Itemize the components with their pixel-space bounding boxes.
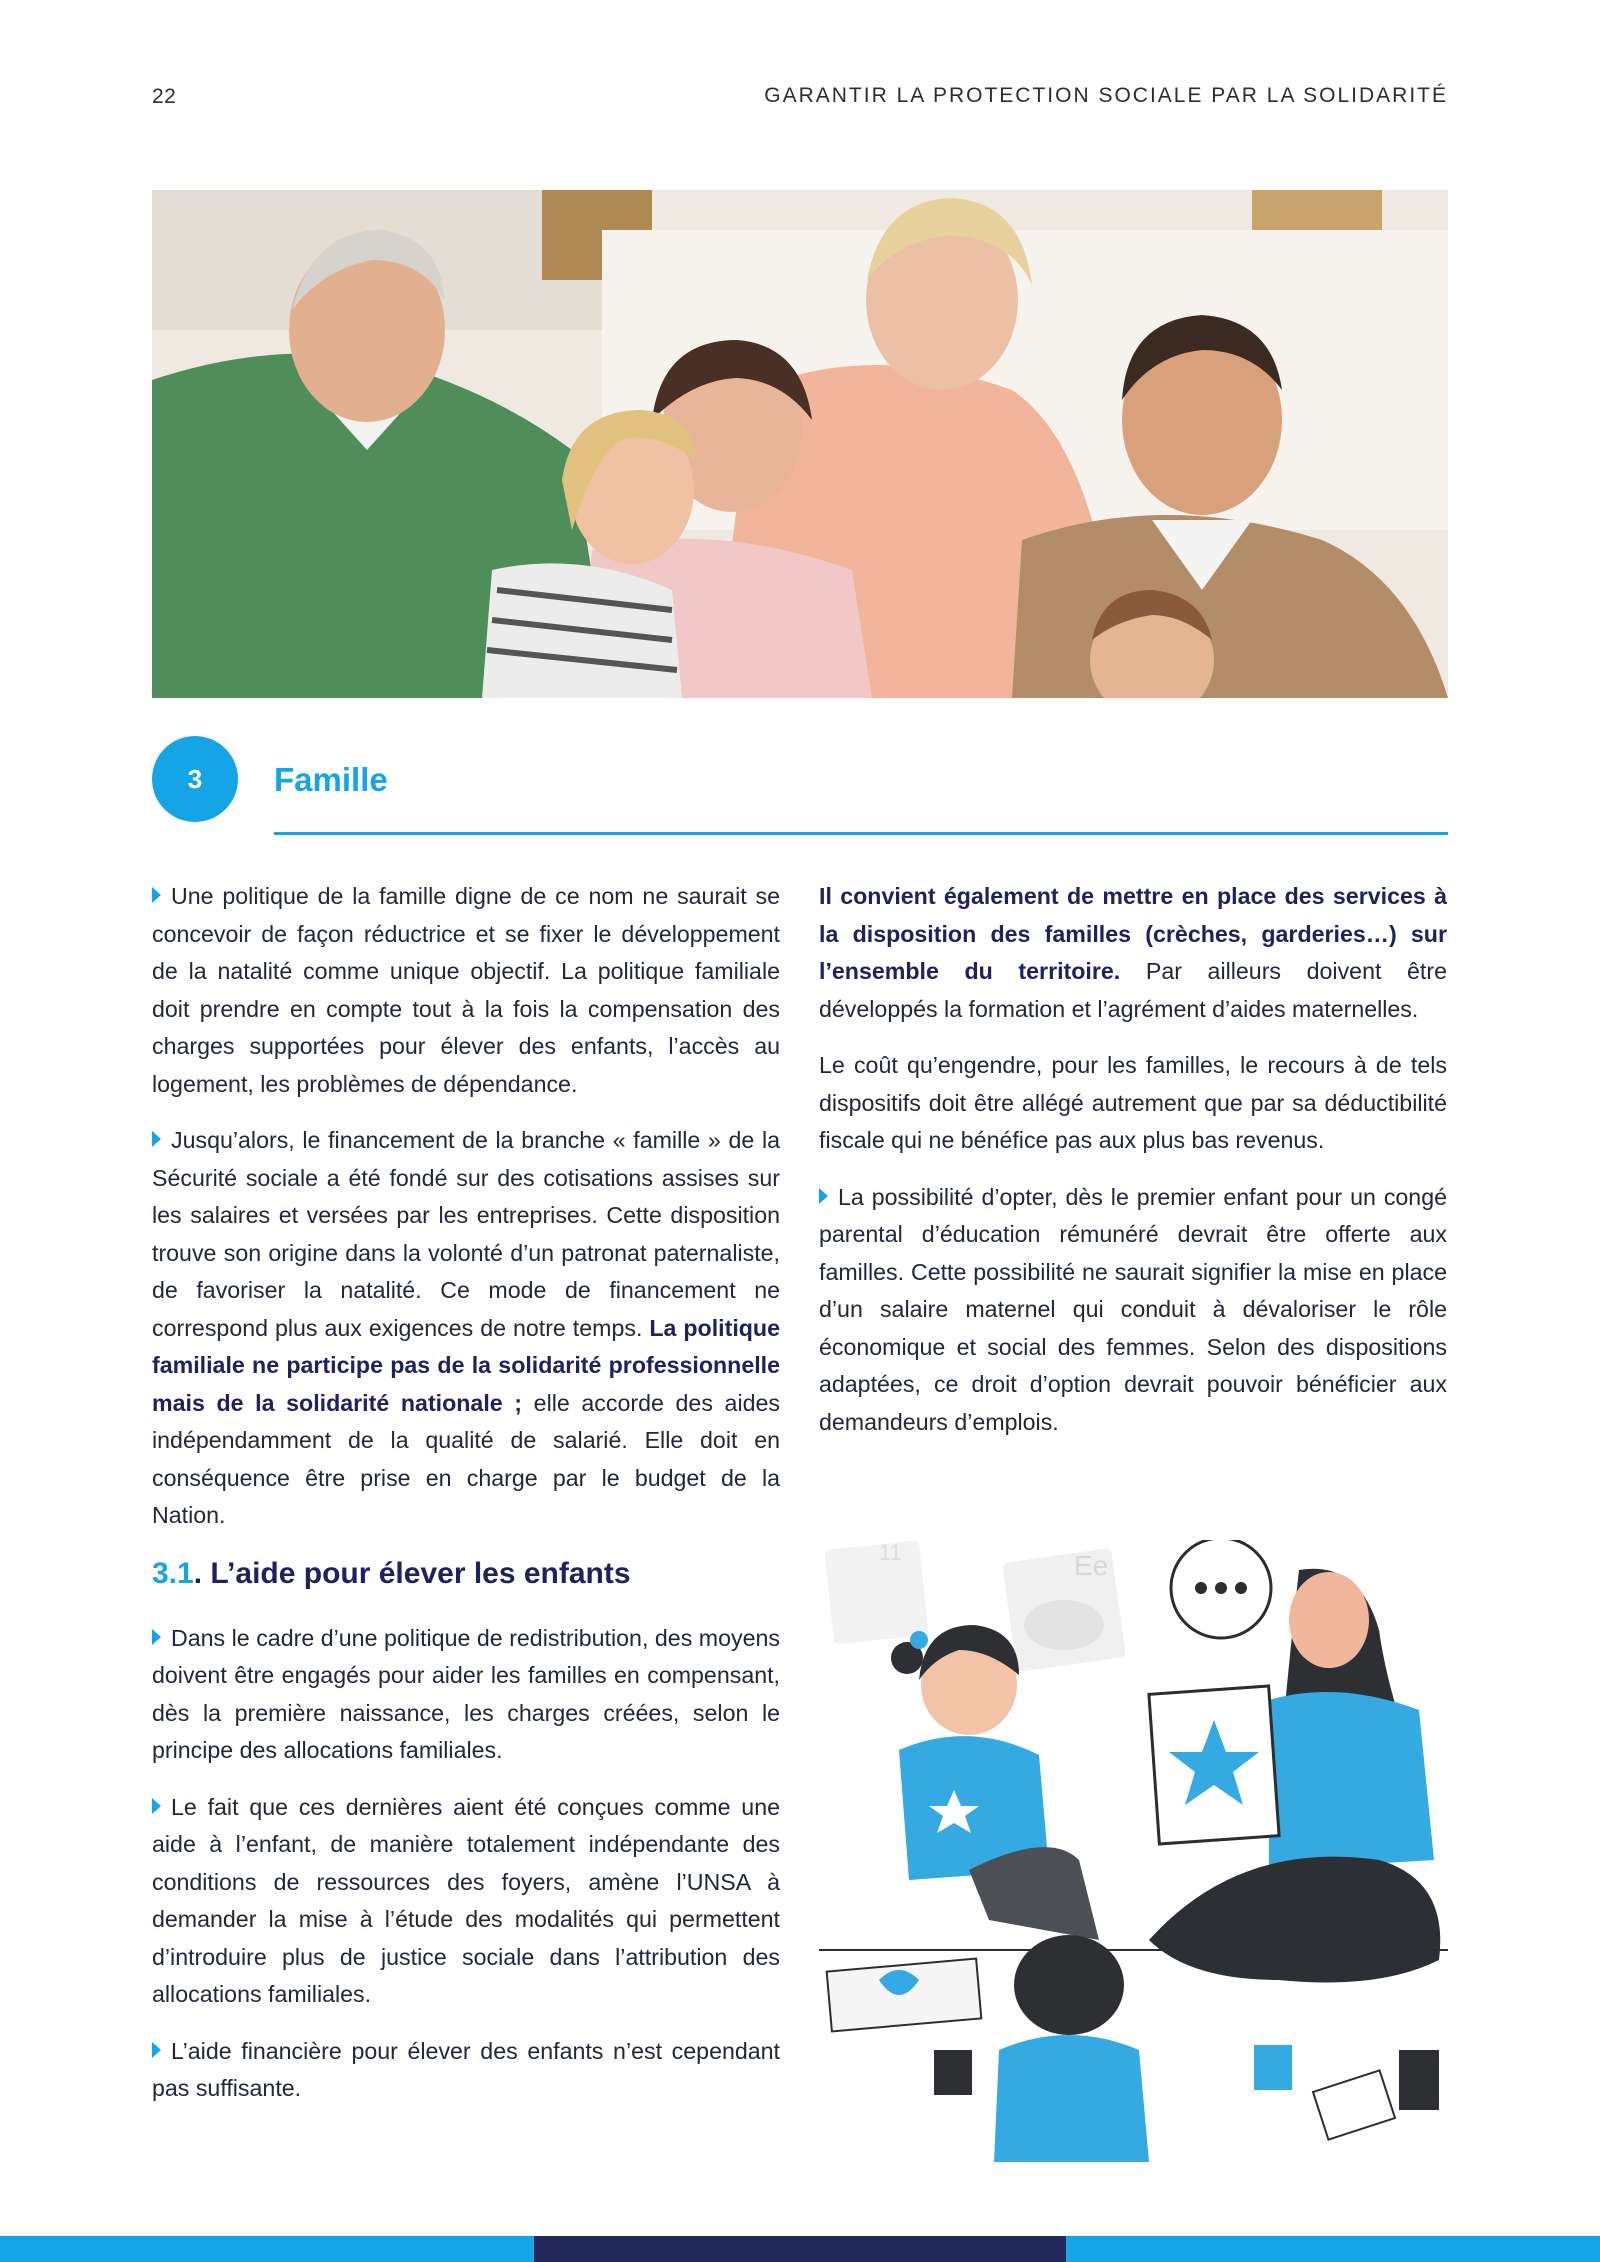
emphasis-text: Il convient également de mettre en place des services à la disposition des familles (crèches, garderies…) sur l’ensemble du territoire. [819,883,1447,984]
section-divider [274,832,1448,835]
bullet-icon [819,1188,828,1204]
page-number: 22 [152,85,177,108]
bullet-icon [152,1131,161,1147]
emphasis-text: La politique familiale ne participe pas de la solidarité professionnelle mais de la solidarité nationale ; [152,1314,780,1416]
card-number: 11 [879,1540,902,1565]
subsection-title: . L’aide pour élever les enfants [193,1556,631,1590]
paragraph: Une politique de la famille digne de ce nom ne saurait se concevoir de façon réductrice et se fixer le développement de la natalité comme unique objectif. La politique familiale doit prendre en compte tout à la fois la compensation des charges supportées pour élever des enfants, l’accès au logement, les problèmes de dépendance. [152,883,780,1097]
footer-band-segment [534,2236,1066,2262]
paragraph: Il convient également de mettre en place des services à la disposition des familles (crèches, garderies…) sur l’ensemble du territoire. Par ailleurs doivent être développés la formation et l’agrément d’aides maternelles. [819,883,1447,1022]
right-column [819,878,1447,1460]
footer-band-segment [0,2236,534,2262]
paragraph: Le coût qu’engendre, pour les familles, le recours à de tels dispositifs doit être allégé autrement que par sa déductibilité fiscale qui ne bénéfice pas aux plus bas revenus. [819,1052,1447,1153]
paragraph: Jusqu’alors, le financement de la branche « famille » de la Sécurité sociale a été fondé sur des cotisations assises sur les salaires et versées par les entreprises. Cette disposition trouve son origine dans la volonté d’un patronat paternaliste, de favoriser la natalité. Ce mode de financement ne correspond plus aux exigences de notre temps. La politique familiale ne participe pas de la solidarité professionnelle mais de la solidarité nationale ; elle accorde des aides indépendamment de la qualité de salarié. Elle doit en conséquence être prise en charge par le budget de la Nation. [152,1127,780,1528]
running-header: GARANTIR LA PROTECTION SOCIALE PAR LA SOLIDARITÉ [764,84,1448,107]
paragraph: Dans le cadre d’une politique de redistribution, des moyens doivent être engagés pour aider les familles en compensant, dès la première naissance, les charges créées, selon le principe des allocations familiales. [152,1624,780,1763]
paragraph: L’aide financière pour élever des enfants n’est cependant pas suffisante. [152,2037,780,2101]
footer-color-band [0,2236,1600,2262]
left-column [152,878,780,2127]
childcare-illustration [819,1540,1448,2162]
card-letters: Ee [1074,1550,1109,1581]
paragraph: Le fait que ces dernières aient été conçues comme une aide à l’enfant, de manière totalement indépendante des conditions de ressources des foyers, amène l’UNSA à demander la mise à l’étude des modalités qui permettent d’introduire plus de justice sociale dans l’attribution des allocations familiales. [152,1793,780,2007]
bullet-icon [152,1798,161,1814]
bullet-icon [152,2042,161,2058]
footer-band-segment [1066,2236,1600,2262]
subsection-number: 3.1 [152,1556,194,1590]
paragraph: La possibilité d’opter, dès le premier enfant pour un congé parental d’éducation rémunéré devrait être offerte aux familles. Cette possibilité ne saurait signifier la mise en place d’un salaire maternel qui conduit à dévaloriser le rôle économique et social des femmes. Selon des dispositions adaptées, ce droit d’option devrait pouvoir bénéficier aux demandeurs d’emplois. [819,1183,1447,1435]
bullet-icon [152,887,161,903]
bullet-icon [152,1629,161,1645]
section-number-badge: 3 [152,736,238,822]
subsection-heading [152,1554,780,1594]
family-photo [152,190,1448,698]
section-title: Famille [274,761,388,798]
